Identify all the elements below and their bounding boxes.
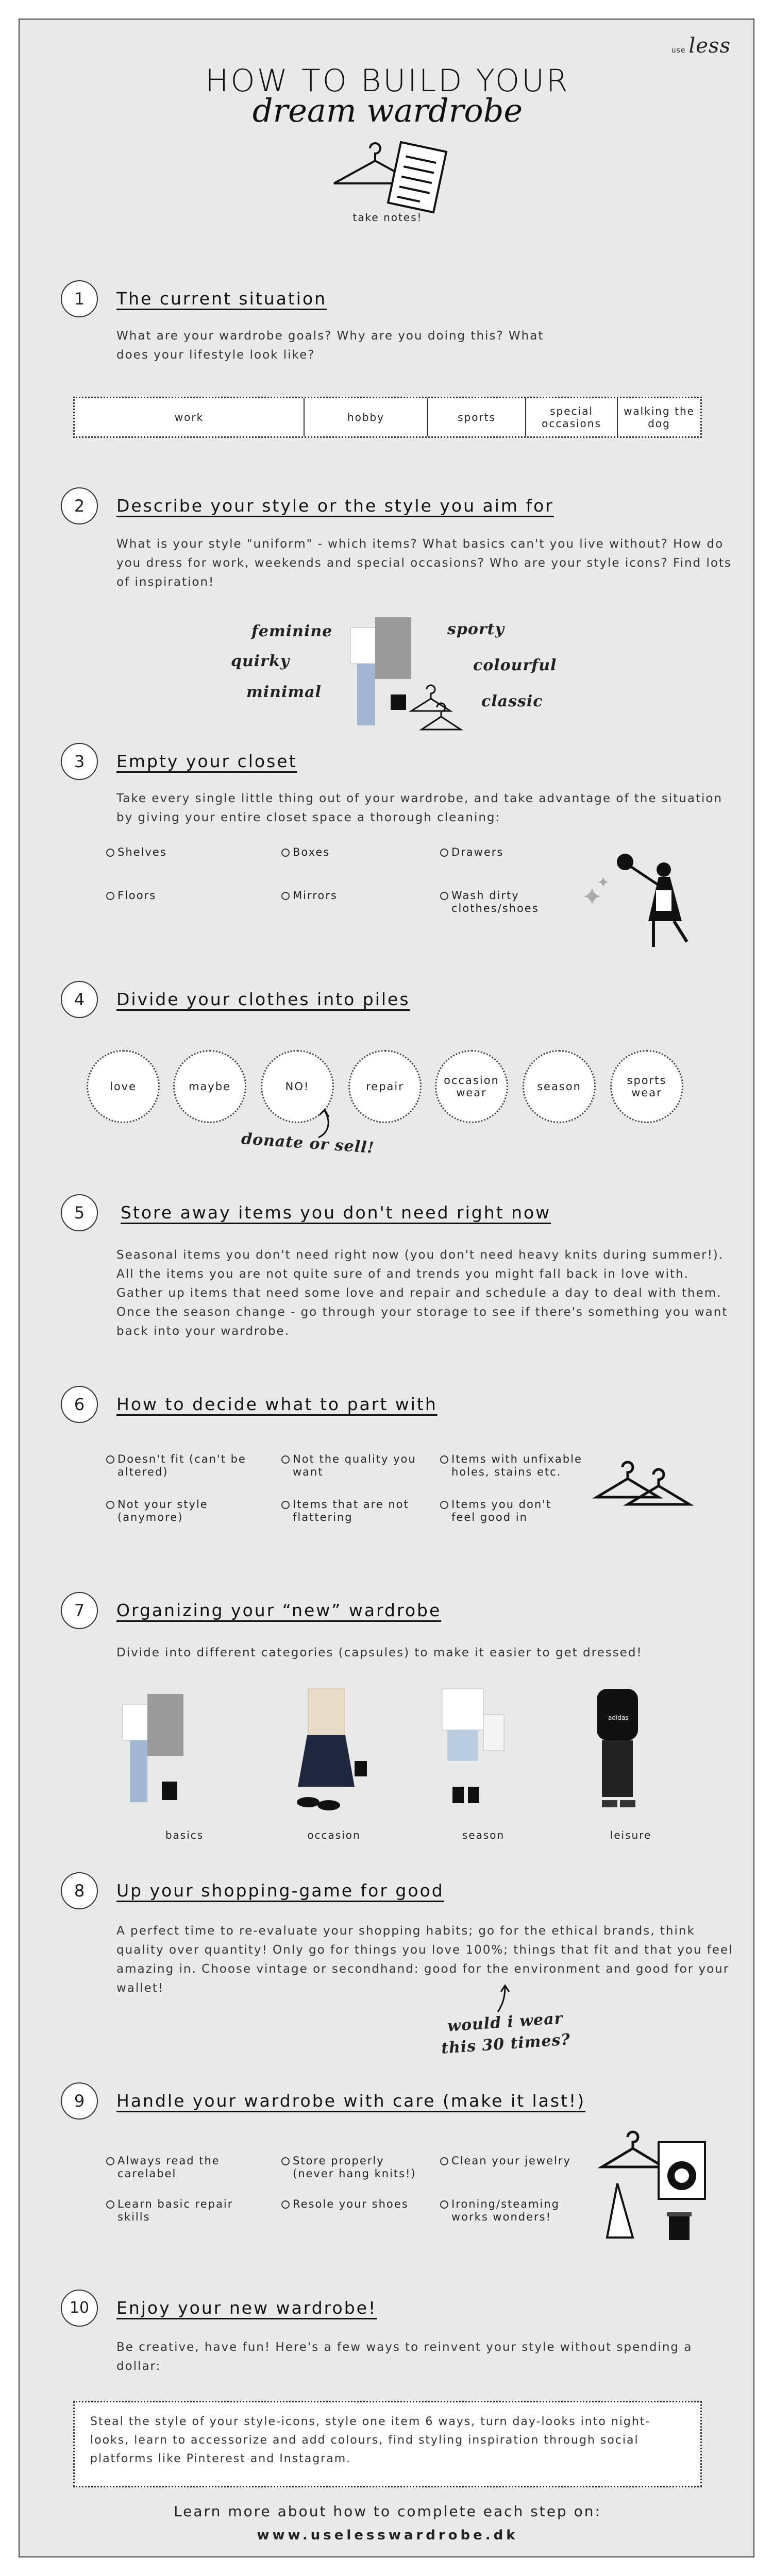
capsule-label: occasion bbox=[307, 1829, 361, 1841]
lifestyle-cell: special occasions bbox=[525, 398, 617, 436]
brand-name: less bbox=[688, 34, 731, 58]
lifestyle-cell: sports bbox=[427, 398, 525, 436]
pile-circle: season bbox=[523, 1050, 596, 1123]
checkbox-icon bbox=[281, 892, 290, 900]
checkbox-icon bbox=[440, 892, 448, 900]
capsule-occasion-outfit bbox=[297, 1689, 367, 1810]
step-number-9: 9 bbox=[61, 2082, 98, 2120]
step-number-6: 6 bbox=[61, 1386, 98, 1423]
step-number-10: 10 bbox=[61, 2290, 98, 2327]
footer-link[interactable]: www.uselesswardrobe.dk bbox=[257, 2528, 518, 2543]
checkbox-icon bbox=[440, 2157, 448, 2165]
checkbox-icon bbox=[281, 2157, 290, 2165]
checkbox-icon bbox=[281, 1455, 290, 1464]
would-i-wear-note-line1: would i wear bbox=[447, 2009, 564, 2036]
lifestyle-cell: walking the dog bbox=[617, 398, 700, 436]
capsule-season-outfit bbox=[442, 1689, 504, 1803]
checkbox-icon bbox=[106, 2200, 114, 2209]
section-5-title: Store away items you don't need right now bbox=[121, 1202, 551, 1223]
checkbox-icon bbox=[106, 1455, 114, 1464]
section-2-text: What is your style "uniform" - which items? What basics can't you live without? How do you dress for work, weekends and special occasions? Who are your style icons? Find lots of inspiration! bbox=[116, 537, 732, 589]
pile-circle: sports wear bbox=[610, 1050, 683, 1123]
infographic-page bbox=[19, 19, 754, 2557]
step-number-2: 2 bbox=[61, 487, 98, 524]
capsule-basics-outfit bbox=[123, 1694, 183, 1802]
donate-or-sell-note: donate or sell! bbox=[241, 1130, 375, 1157]
pile-circle: maybe bbox=[173, 1050, 246, 1123]
checklist-item[interactable]: Items you don't feel good in bbox=[440, 1498, 575, 1524]
checkbox-icon bbox=[440, 1501, 448, 1509]
checklist-item[interactable]: Items that are not flattering bbox=[281, 1498, 416, 1524]
arrow-up-icon bbox=[493, 1984, 518, 2014]
section-10-title: Enjoy your new wardrobe! bbox=[116, 2298, 377, 2318]
step-number-4: 4 bbox=[61, 981, 98, 1018]
would-i-wear-note-line2: this 30 times? bbox=[441, 2030, 572, 2058]
section-2-title: Describe your style or the style you aim for bbox=[116, 496, 554, 516]
checkbox-icon bbox=[106, 892, 114, 900]
section-8-text: A perfect time to re-evaluate your shopping habits; go for the ethical brands, think quality over quantity! Only go for things you love 100%; things that fit and that you feel amazing in. Choose vintage or secondhand: good for the environment and good for your wallet! bbox=[116, 1924, 733, 1995]
cleaning-maid-icon bbox=[576, 844, 700, 957]
hangers-icon bbox=[592, 1457, 705, 1519]
step-number-5: 5 bbox=[61, 1194, 98, 1231]
lifestyle-table bbox=[73, 397, 702, 438]
style-word: minimal bbox=[246, 683, 322, 701]
step-number-3: 3 bbox=[61, 743, 98, 780]
take-notes-caption: take notes! bbox=[352, 211, 423, 224]
checkbox-icon bbox=[106, 1501, 114, 1509]
checklist-item[interactable]: Clean your jewelry bbox=[440, 2155, 606, 2167]
svg-text:✦: ✦ bbox=[581, 882, 603, 912]
checkbox-icon bbox=[440, 2200, 448, 2209]
checklist-item[interactable]: Floors bbox=[106, 889, 156, 902]
section-7-title: Organizing your “new” wardrobe bbox=[116, 1600, 442, 1620]
pile-circle: repair bbox=[348, 1050, 422, 1123]
capsule-outfits bbox=[112, 1684, 679, 1823]
section-1-title: The current situation bbox=[116, 289, 327, 309]
checklist-item[interactable]: Resole your shoes bbox=[281, 2198, 411, 2211]
step-number-8: 8 bbox=[61, 1872, 98, 1909]
checklist-item[interactable]: Not your style (anymore) bbox=[106, 1498, 241, 1524]
checkbox-icon bbox=[106, 2157, 114, 2165]
style-word: quirky bbox=[231, 652, 290, 670]
section-9-title: Handle your wardrobe with care (make it last!) bbox=[116, 2091, 586, 2111]
step-number-7: 7 bbox=[61, 1592, 98, 1629]
section-8-title: Up your shopping-game for good bbox=[116, 1880, 444, 1901]
checklist-item[interactable]: Doesn't fit (can't be altered) bbox=[106, 1453, 262, 1479]
checkbox-icon bbox=[440, 849, 448, 857]
brand-prefix: use bbox=[671, 46, 686, 55]
checkbox-icon bbox=[281, 2200, 290, 2209]
hanger-notepad-icon bbox=[324, 138, 463, 215]
capsule-leisure-outfit bbox=[597, 1689, 638, 1807]
checkbox-icon bbox=[106, 849, 114, 857]
pile-circle: occasion wear bbox=[435, 1050, 508, 1123]
step-number-1: 1 bbox=[61, 280, 98, 317]
checkbox-icon bbox=[440, 1455, 448, 1464]
laundry-care-icons bbox=[597, 2127, 710, 2245]
svg-text:adidas: adidas bbox=[608, 1714, 629, 1721]
section-3-text: Take every single little thing out of your wardrobe, and take advantage of the situation by giving your entire closet space a thorough cleaning: bbox=[116, 792, 723, 824]
section-1-text: What are your wardrobe goals? Why are you doing this? What does your lifestyle look like? bbox=[116, 329, 544, 362]
section-5-text: Seasonal items you don't need right now (you don't need heavy knits during summer!). All the items you are not quite sure of and trends you might fall back in love with. Gather up items that need some love and repair and schedule a day to deal with them. Once the season change - go through your storage to see if there's something you want back into your wardrobe. bbox=[116, 1248, 728, 1338]
brand-logo bbox=[671, 34, 731, 58]
reinvent-style-text: Steal the style of your style-icons, style one item 6 ways, turn day-looks into night-looks, learn to accessorize and add colours, find styling inspiration through social platforms like Pinterest and Instagram. bbox=[90, 2415, 651, 2465]
checklist-item[interactable]: Shelves bbox=[106, 846, 167, 859]
checklist-item[interactable]: Always read the carelabel bbox=[106, 2155, 236, 2180]
footer-text: Learn more about how to complete each step on: bbox=[174, 2503, 601, 2520]
style-word: colourful bbox=[473, 656, 557, 674]
outfit-illustration bbox=[308, 612, 463, 741]
page-title: HOW TO BUILD YOUR bbox=[205, 63, 570, 99]
checklist-item[interactable]: Items with unfixable holes, stains etc. bbox=[440, 1453, 601, 1479]
capsule-label: leisure bbox=[610, 1829, 652, 1841]
capsule-label: season bbox=[462, 1829, 505, 1841]
checklist-item[interactable]: Boxes bbox=[281, 846, 330, 859]
section-6-title: How to decide what to part with bbox=[116, 1394, 438, 1414]
checklist-item[interactable]: Store properly (never hang knits!) bbox=[281, 2155, 427, 2180]
style-word: classic bbox=[481, 692, 543, 710]
section-3-title: Empty your closet bbox=[116, 751, 297, 771]
pile-circle: love bbox=[87, 1050, 160, 1123]
page-subtitle-script: dream wardrobe bbox=[252, 92, 523, 129]
section-10-text: Be creative, have fun! Here's a few ways to reinvent your style without spending a dollar: bbox=[116, 2341, 693, 2373]
checklist-item[interactable]: Not the quality you want bbox=[281, 1453, 416, 1479]
pile-circle: NO! bbox=[261, 1050, 334, 1123]
checklist-item[interactable]: Ironing/steaming works wonders! bbox=[440, 2198, 585, 2224]
checkbox-icon bbox=[281, 1501, 290, 1509]
svg-text:✦: ✦ bbox=[597, 874, 610, 892]
checklist-item[interactable]: Learn basic repair skills bbox=[106, 2198, 236, 2224]
style-word: feminine bbox=[251, 622, 333, 640]
checkbox-icon bbox=[281, 849, 290, 857]
capsule-label: basics bbox=[165, 1829, 204, 1841]
section-4-title: Divide your clothes into piles bbox=[116, 989, 410, 1009]
lifestyle-cell: work bbox=[174, 411, 204, 423]
section-7-text: Divide into different categories (capsules) to make it easier to get dressed! bbox=[116, 1646, 643, 1659]
reinvent-style-box bbox=[73, 2401, 702, 2487]
checklist-item[interactable]: Mirrors bbox=[281, 889, 338, 902]
style-word: sporty bbox=[447, 620, 505, 638]
checklist-item[interactable]: Wash dirty clothes/shoes bbox=[440, 889, 575, 915]
checklist-item[interactable]: Drawers bbox=[440, 846, 503, 859]
lifestyle-cell: hobby bbox=[304, 398, 427, 436]
